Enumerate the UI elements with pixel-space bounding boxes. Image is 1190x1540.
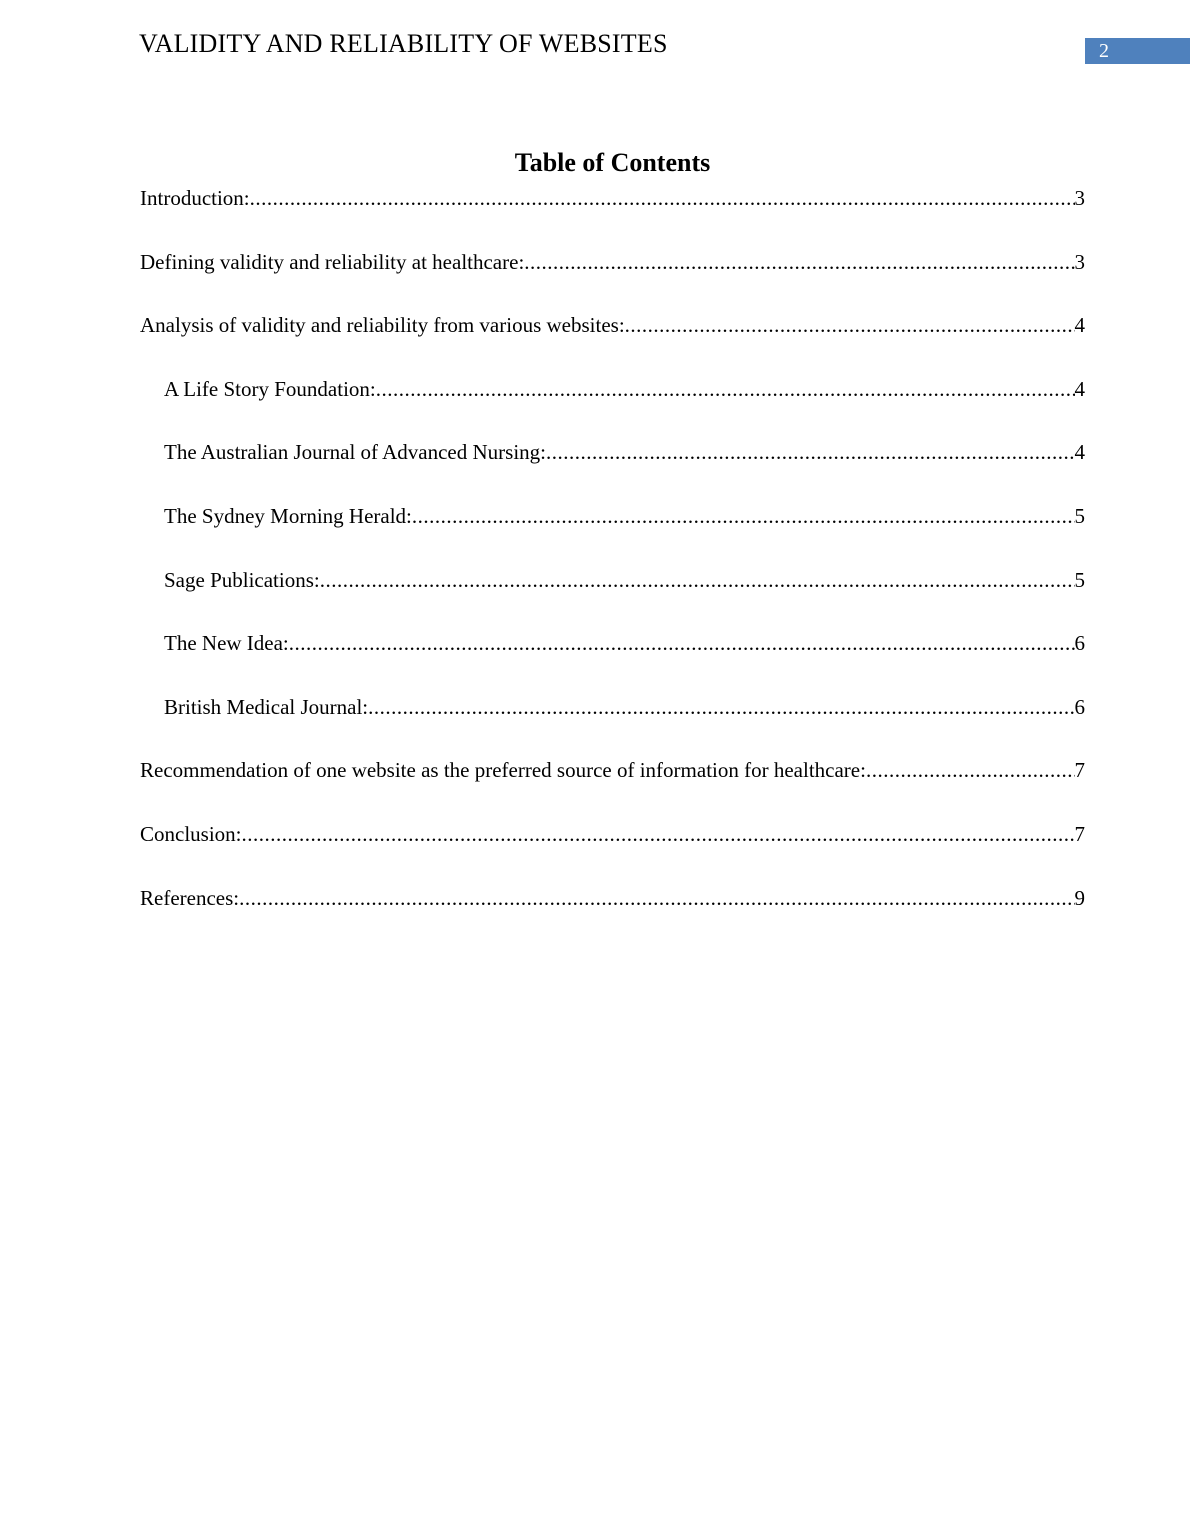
toc-entry-recommendation[interactable] <box>140 755 1085 786</box>
toc-entry-page: 7 <box>1074 758 1085 783</box>
toc-dot-leader <box>242 819 1075 850</box>
toc-entry-page: 6 <box>1074 694 1085 719</box>
toc-entry-label: Sage Publications: <box>164 567 320 592</box>
toc-entry-label: Recommendation of one website as the preferred source of information for healthcare: <box>140 758 866 783</box>
toc-entry-label: The New Idea: <box>164 631 289 656</box>
toc-entry-label: The Sydney Morning Herald: <box>164 503 412 528</box>
toc-entry-life-story-foundation[interactable] <box>140 374 1085 405</box>
toc-entry-conclusion[interactable] <box>140 819 1085 850</box>
toc-entry-british-medical-journal[interactable] <box>140 692 1085 723</box>
toc-dot-leader <box>368 692 1074 723</box>
toc-entry-page: 7 <box>1074 821 1085 846</box>
toc-entry-introduction[interactable] <box>140 183 1085 214</box>
toc-dot-leader <box>625 310 1075 341</box>
toc-entry-page: 6 <box>1074 631 1085 656</box>
toc-dot-leader <box>250 183 1075 214</box>
toc-dot-leader <box>239 883 1074 914</box>
toc-entry-australian-journal[interactable] <box>140 437 1085 468</box>
toc-entry-label: Defining validity and reliability at healthcare: <box>140 249 525 274</box>
toc-entry-label: Analysis of validity and reliability from various websites: <box>140 313 625 338</box>
toc-entry-page: 5 <box>1074 567 1085 592</box>
toc-dot-leader <box>376 374 1075 405</box>
toc-entry-page: 3 <box>1074 186 1085 210</box>
toc-dot-leader <box>866 755 1075 786</box>
toc-dot-leader <box>546 437 1075 468</box>
table-of-contents <box>140 183 1085 946</box>
toc-entry-sydney-morning-herald[interactable] <box>140 501 1085 532</box>
toc-entry-defining-validity[interactable] <box>140 247 1085 278</box>
toc-dot-leader <box>289 628 1075 659</box>
toc-dot-leader <box>320 565 1075 596</box>
toc-entry-page: 5 <box>1074 503 1085 528</box>
toc-dot-leader <box>412 501 1075 532</box>
toc-entry-page: 4 <box>1074 376 1085 401</box>
toc-entry-sage-publications[interactable] <box>140 565 1085 596</box>
page-number-badge: 2 <box>1085 38 1190 64</box>
toc-entry-page: 9 <box>1074 885 1085 910</box>
toc-entry-analysis[interactable] <box>140 310 1085 341</box>
toc-entry-label: Introduction: <box>140 186 250 210</box>
toc-title: Table of Contents <box>514 148 711 177</box>
toc-entry-label: British Medical Journal: <box>164 694 369 719</box>
running-header-title: VALIDITY AND RELIABILITY OF WEBSITES <box>139 29 668 58</box>
toc-entry-page: 4 <box>1074 440 1085 465</box>
toc-entry-page: 4 <box>1074 313 1085 338</box>
toc-entry-label: A Life Story Foundation: <box>164 376 376 401</box>
toc-entry-label: References: <box>140 885 240 910</box>
toc-entry-label: Conclusion: <box>140 821 242 846</box>
toc-entry-page: 3 <box>1074 249 1085 274</box>
toc-entry-new-idea[interactable] <box>140 628 1085 659</box>
toc-dot-leader <box>524 247 1074 278</box>
toc-entry-label: The Australian Journal of Advanced Nursing: <box>164 440 546 465</box>
toc-entry-references[interactable] <box>140 883 1085 914</box>
